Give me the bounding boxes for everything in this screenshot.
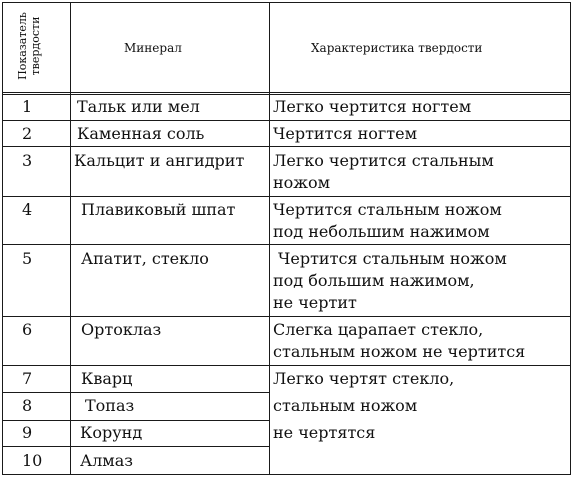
row-divider	[2, 365, 571, 366]
row-index: 8	[22, 396, 33, 415]
row-characteristic: под большим нажимом,	[273, 271, 475, 290]
row-index: 10	[22, 451, 43, 470]
row-mineral: Кварц	[81, 369, 133, 388]
table-border-right	[570, 2, 571, 475]
row-index: 4	[22, 200, 33, 219]
table-border-left	[2, 2, 3, 475]
row-mineral: Плавиковый шпат	[81, 200, 236, 219]
row-mineral: Кальцит и ангидрит	[74, 151, 245, 170]
row-index: 3	[22, 151, 33, 170]
row-divider	[2, 120, 571, 121]
column-divider	[70, 2, 71, 475]
row-index: 1	[22, 97, 33, 116]
group-characteristic: стальным ножом	[273, 396, 418, 415]
row-divider	[2, 244, 571, 245]
row-characteristic: Чертится стальным ножом	[273, 200, 502, 219]
row-characteristic: Легко чертится стальным	[273, 151, 494, 170]
group-characteristic: не чертятся	[273, 423, 376, 442]
group-characteristic: Легко чертят стекло,	[273, 369, 455, 388]
header-index	[4, 6, 54, 86]
row-mineral: Каменная соль	[77, 124, 205, 143]
row-mineral: Алмаз	[80, 451, 133, 470]
row-characteristic: ножом	[273, 173, 331, 192]
row-divider	[2, 146, 571, 147]
row-mineral: Корунд	[80, 423, 143, 442]
row-characteristic: не чертит	[273, 293, 357, 312]
header-index-line2: твердости	[29, 16, 42, 76]
row-divider	[2, 446, 270, 447]
header-divider-double	[2, 94, 571, 95]
column-divider	[269, 2, 270, 475]
row-divider	[2, 392, 270, 393]
row-divider	[2, 420, 270, 421]
row-characteristic: Легко чертится ногтем	[273, 97, 472, 116]
row-divider	[2, 316, 571, 317]
row-mineral: Ортоклаз	[81, 320, 162, 339]
row-divider	[2, 196, 571, 197]
header-characteristic: Характеристика твердости	[311, 41, 483, 55]
row-mineral: Топаз	[85, 396, 135, 415]
row-mineral: Апатит, стекло	[81, 249, 209, 268]
row-characteristic: Слегка царапает стекло,	[273, 320, 484, 339]
row-index: 6	[22, 320, 33, 339]
row-index: 5	[22, 249, 33, 268]
header-mineral: Минерал	[124, 41, 182, 55]
row-index: 9	[22, 423, 33, 442]
row-characteristic: под небольшим нажимом	[273, 222, 490, 241]
header-divider	[2, 92, 571, 93]
row-mineral: Тальк или мел	[77, 97, 200, 116]
row-index: 2	[22, 124, 33, 143]
row-characteristic: стальным ножом не чертится	[273, 342, 526, 361]
table-border-bottom	[2, 474, 571, 475]
row-characteristic: Чертится ногтем	[273, 124, 418, 143]
row-index: 7	[22, 369, 33, 388]
row-characteristic: Чертится стальным ножом	[278, 249, 507, 268]
header-index-line1: Показатель	[16, 12, 29, 80]
table-border-top	[2, 2, 571, 3]
